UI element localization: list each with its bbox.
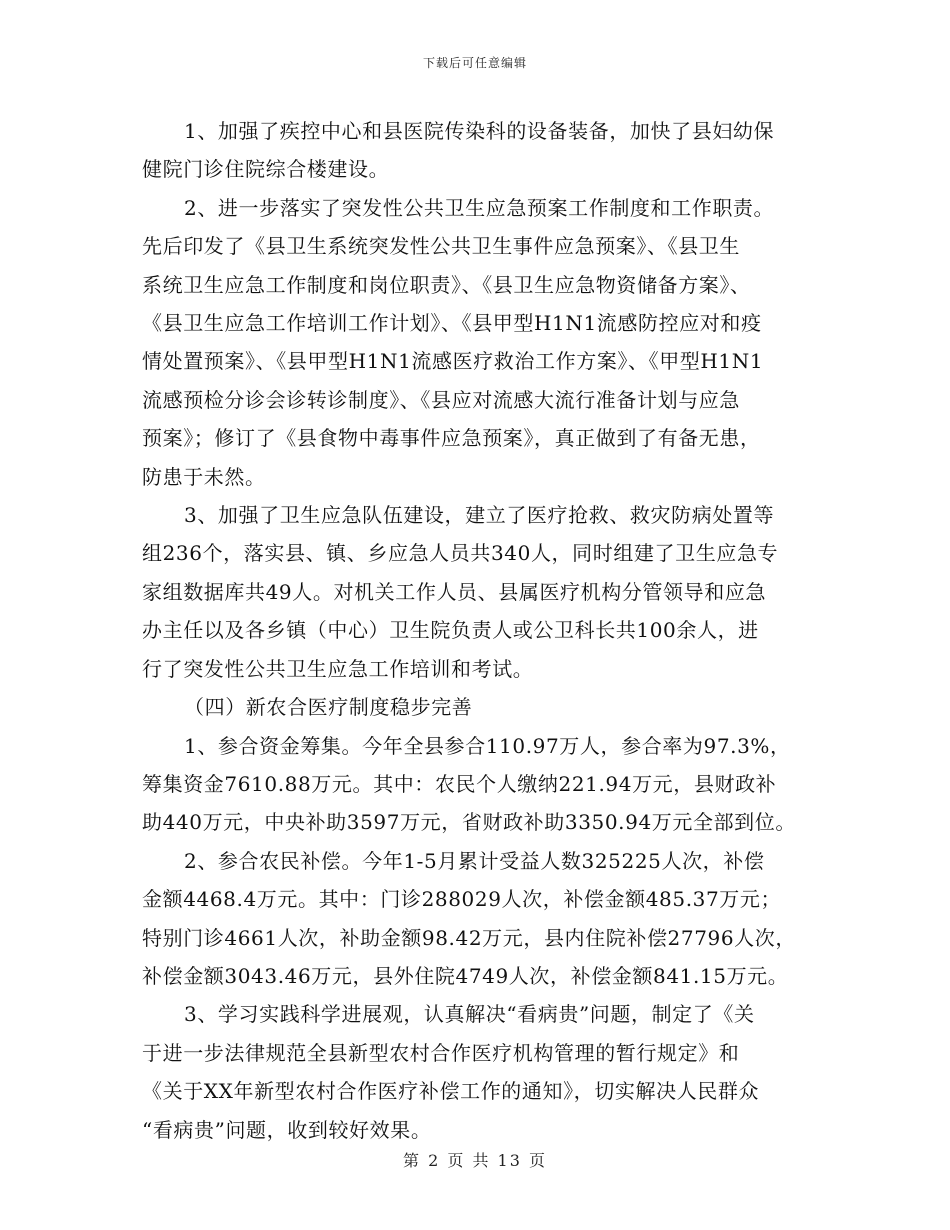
text-line: 2、参合农民补偿。今年1-5月累计受益人数325225人次，补偿 (184, 848, 765, 873)
heading-line: （四）新农合医疗制度稳步完善 (184, 695, 473, 720)
text-line: 先后印发了《县卫生系统突发性公共卫生事件应急预案》、《县卫生 (142, 234, 740, 259)
text-line: 情处置预案》、《县甲型H1N1流感医疗救治工作方案》、《甲型H1N1 (142, 349, 764, 374)
text-line: 系统卫生应急工作制度和岗位职责》、《县卫生应急物资储备方案》、 (142, 272, 751, 297)
text-line: 组236个，落实县、镇、乡应急人员共340人，同时组建了卫生应急专 (142, 541, 779, 566)
text-line: 流感预检分诊会诊转诊制度》、《县应对流感大流行准备计划与应急 (142, 387, 740, 412)
document-body (142, 112, 810, 1149)
text-line: 健院门诊住院综合楼建设。 (142, 157, 390, 182)
text-line: 特别门诊4661人次，补助金额98.42万元，县内住院补偿27796人次， (142, 925, 796, 950)
text-line: 1、参合资金筹集。今年全县参合110.97万人，参合率为97.3%， (184, 733, 791, 758)
text-line: 1、加强了疾控中心和县医院传染科的设备装备，加快了县妇幼保 (184, 119, 775, 143)
text-line: 筹集资金7610.88万元。其中：农民个人缴纳221.94万元，县财政补 (142, 771, 777, 796)
paragraph-1 (142, 112, 810, 189)
text-line: 助440万元，中央补助3597万元，省财政补助3350.94万元全部到位。 (142, 810, 796, 835)
text-line: 于进一步法律规范全县新型农村合作医疗机构管理的暂行规定》和 (142, 1040, 740, 1065)
paragraph-4 (142, 727, 810, 842)
text-line: 3、加强了卫生应急队伍建设，建立了医疗抢救、救灾防病处置等 (184, 503, 775, 528)
text-line: 家组数据库共49人。对机关工作人员、县属医疗机构分管领导和应急 (142, 579, 767, 604)
text-line: 《县卫生应急工作培训工作计划》、《县甲型H1N1流感防控应对和疫 (142, 311, 762, 336)
section-heading (142, 688, 810, 726)
text-line: 补偿金额3043.46万元，县外住院4749人次，补偿金额841.15万元。 (142, 963, 789, 988)
text-line: 防患于未然。 (142, 464, 266, 489)
paragraph-6 (142, 995, 810, 1149)
text-line: 2、进一步落实了突发性公共卫生应急预案工作制度和工作职责。 (184, 195, 775, 220)
paragraph-5 (142, 842, 810, 996)
text-line: 金额4468.4万元。其中：门诊288029人次，补偿金额485.37万元； (142, 887, 782, 912)
text-line: 行了突发性公共卫生应急工作培训和考试。 (142, 656, 534, 681)
text-line: 3、学习实践科学进展观，认真解决“看病贵”问题，制定了《关 (184, 1002, 755, 1027)
page-footer: 第 2 页 共 13 页 (403, 1151, 547, 1170)
text-line: 《关于XX年新型农村合作医疗补偿工作的通知》，切实解决人民群众 (142, 1079, 760, 1104)
page-header: 下载后可任意编辑 (422, 56, 527, 70)
text-line: “看病贵”问题，收到较好效果。 (142, 1117, 432, 1142)
text-line: 办主任以及各乡镇（中心）卫生院负责人或公卫科长共100余人，进 (142, 618, 759, 643)
text-line: 预案》；修订了《县食物中毒事件应急预案》，真正做到了有备无患， (142, 426, 761, 451)
paragraph-2 (142, 189, 810, 496)
paragraph-3 (142, 496, 810, 688)
